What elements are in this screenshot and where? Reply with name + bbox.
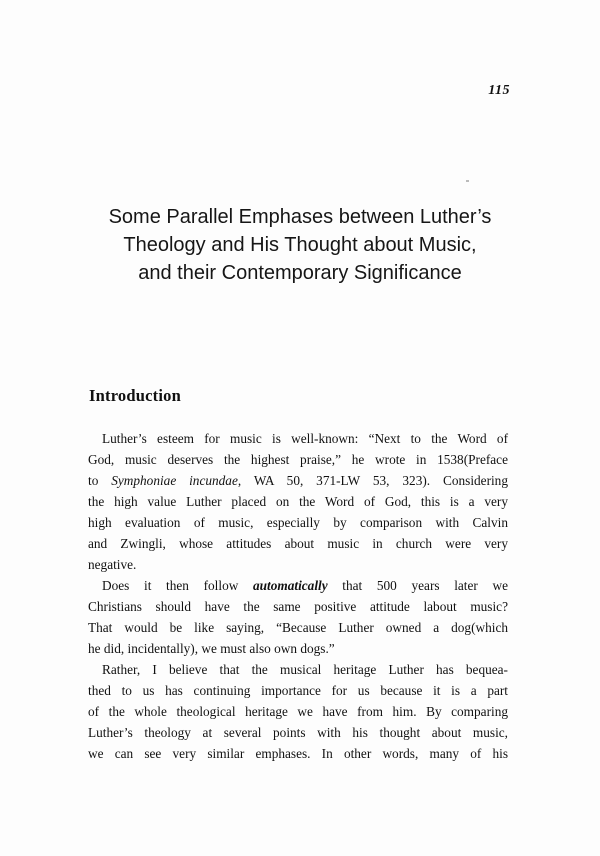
paragraph-2-line-3: That would be like saying, “Because Luther owned a dog(which [88,620,508,635]
scan-speck [466,180,469,182]
text-run: Does it then follow [102,578,253,593]
paragraph-1-line-3 [88,470,508,491]
chapter-title [60,203,540,287]
title-line-1: Some Parallel Emphases between Luther’s [108,206,492,228]
paragraph-1-line-1: Luther’s esteem for music is well-known: “Next to the Word of [102,431,508,446]
title-line-3: and their Contemporary Significance [138,262,462,284]
text-run: that 500 years later we [327,578,509,593]
paragraph-1-line-6: and Zwingli, whose attitudes about music in church were very [88,536,508,551]
text-run: to [88,473,112,488]
paragraph-1-line-2: God, music deserves the highest praise,” he wrote in 1538(Preface [88,452,508,467]
body-text [88,428,508,764]
section-heading: Introduction [89,386,181,405]
paragraph-3-line-5: we can see very similar emphases. In other words, many of his [88,746,508,761]
paragraph-3-line-2: thed to us has continuing importance for us because it is a part [88,683,508,698]
page-number: 115 [488,83,510,98]
paragraph-3-line-1: Rather, I believe that the musical heritage Luther has bequea- [102,662,508,677]
text-run: , WA 50, 371-LW 53, 323). Considering [237,473,508,488]
paragraph-1-line-4: the high value Luther placed on the Word of God, this is a very [88,494,508,509]
paragraph-3-line-4: Luther’s theology at several points with his thought about music, [88,725,508,740]
paragraph-1-line-5: high evaluation of music, especially by comparison with Calvin [88,515,508,530]
title-line-2: Theology and His Thought about Music, [123,234,477,256]
paragraph-1-line-7: negative. [88,557,137,572]
paragraph-3-line-3: of the whole theological heritage we have from him. By comparing [88,704,508,719]
work-title: Symphoniae incundae [111,473,238,488]
paragraph-2-line-2: Christians should have the same positive attitude labout music? [88,599,508,614]
paragraph-2-line-4: he did, incidentally), we must also own dogs.” [88,641,335,656]
emphasized-word: automatically [253,578,328,593]
paragraph-2-line-1 [88,575,508,596]
